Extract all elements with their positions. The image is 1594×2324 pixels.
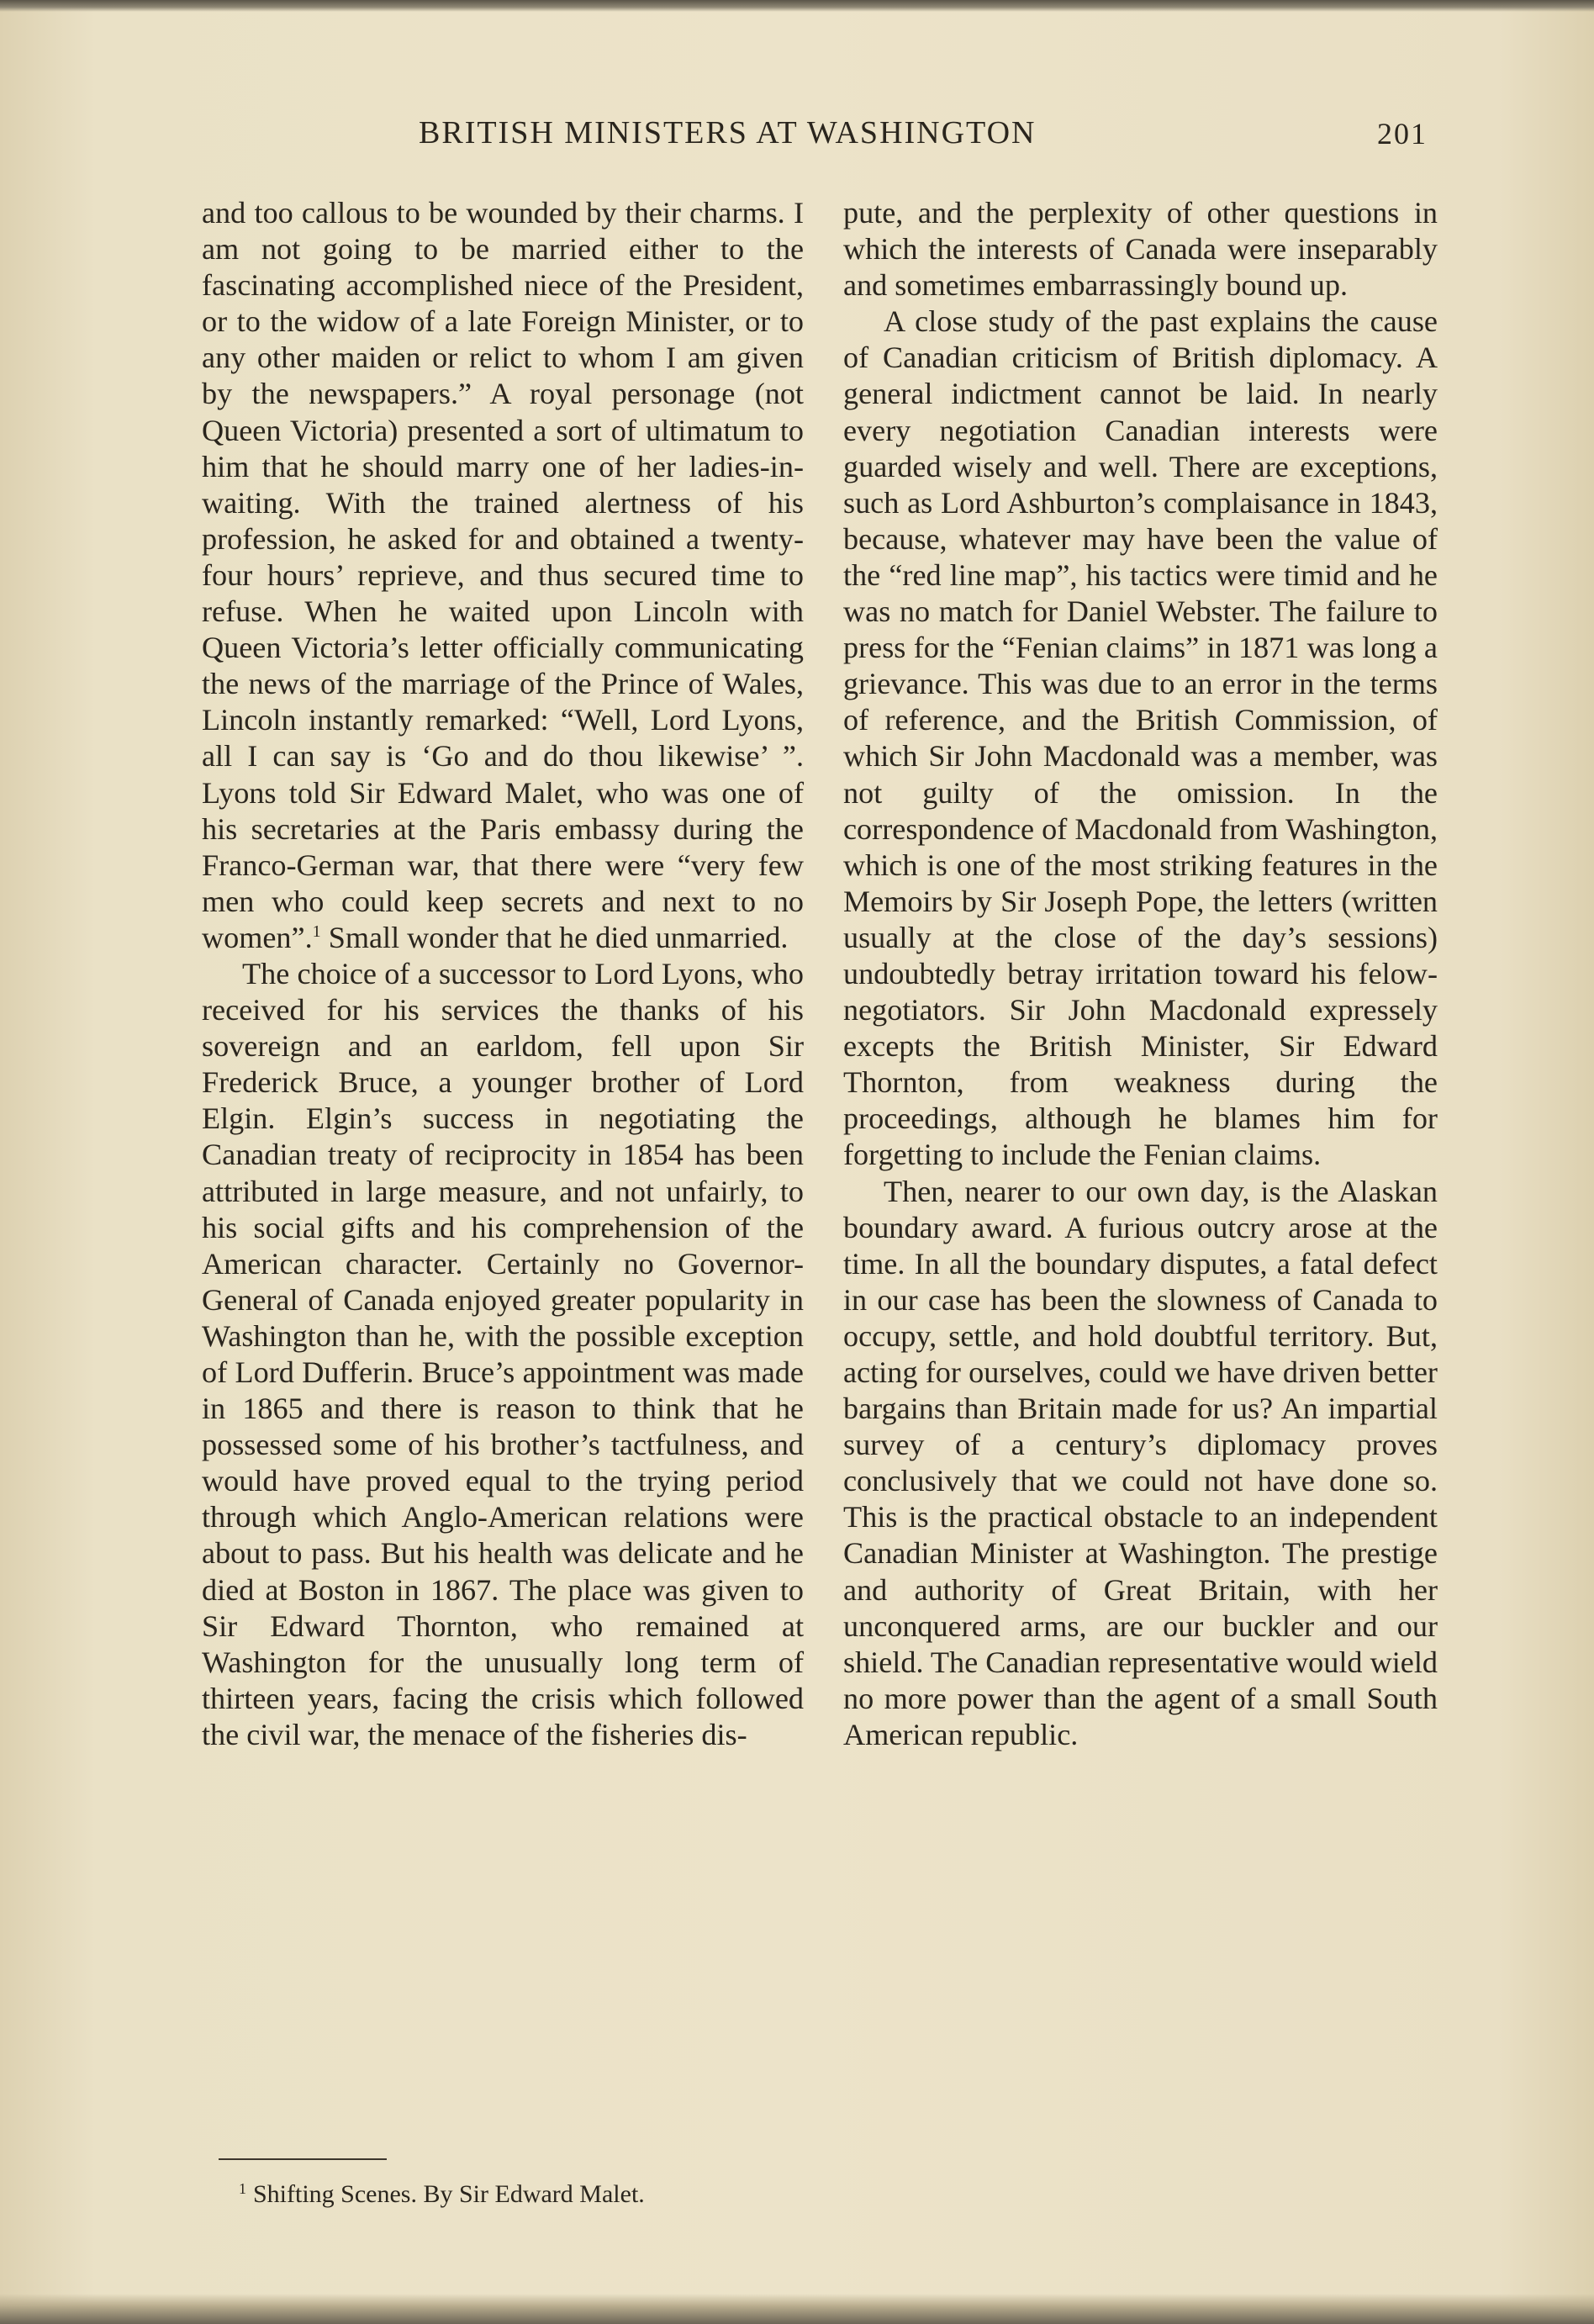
page-bottom-edge <box>0 2294 1594 2324</box>
footnote-marker: 1 <box>239 2180 246 2197</box>
footnote-rule <box>219 2158 387 2160</box>
right-column <box>843 195 1438 1753</box>
running-head <box>193 108 1436 158</box>
footnote-text: Shifting Scenes. By Sir Edward Malet. <box>253 2180 645 2208</box>
footnote <box>239 2173 810 2210</box>
footnote-reference: 1 <box>312 922 321 941</box>
paragraph: pute, and the perplexity of other questions in which the interests of Canada were inseparably and sometimes embarrassingly bound up. <box>843 196 1438 303</box>
paragraph-text: and too callous to be wounded by their charms. I am not going to be married either to the fascinating accomplished niece of the President, or to the widow of a late Foreign Minister, or to any other maiden or relict to whom I am given by the newspapers.” A royal personage (not Queen Victoria) presented a sort of ultimatum to him that he should marry one of her ladies-in-waiting. With the trained alertness of his profession, he asked for and obtained a twenty-four hours’ reprieve, and thus secured time to refuse. When he waited upon Lincoln with Queen Victoria’s letter officially communicating the news of the marriage of the Prince of Wales, Lincoln instantly remarked: “Well, Lord Lyons, all I can say is ‘Go and do thou likewise’ ”. Lyons told Sir Edward Malet, who was one of his secretaries at the Paris embassy during the Franco-German war, that there were “very few men who could keep secrets and next to no women”. <box>202 196 804 954</box>
paragraph-text: Small wonder that he died unmarried. <box>320 920 789 954</box>
paragraph: The choice of a successor to Lord Lyons, who received for his services the thanks of his sovereign and an earldom, fell upon Sir Frederick Bruce, a younger brother of Lord Elgin. Elgin’s success in negotiating the Canadian treaty of reciprocity in 1854 has been attributed in large measure, and not unfairly, to his social gifts and his comprehension of the American character. Certainly no Governor-General of Canada enjoyed greater popularity in Washington than he, with the possible exception of Lord Dufferin. Bruce’s appointment was made in 1865 and there is reason to think that he possessed some of his brother’s tactfulness, and would have proved equal to the trying period through which Anglo-American relations were about to pass. But his health was delicate and he died at Boston in 1867. The place was given to Sir Edward Thornton, who remained at Washington for the unusually long term of thirteen years, facing the crisis which followed the civil war, the menace of the fisheries dis- <box>202 956 804 1751</box>
left-column <box>202 195 804 1753</box>
running-title: BRITISH MINISTERS AT WASHINGTON <box>419 115 1037 151</box>
paragraph: A close study of the past explains the cause of Canadian criticism of British diplomacy. A general indictment cannot be laid. In nearly every negotiation Canadian interests were guarded wisely and well. There are exceptions, such as Lord Ashburton’s complaisance in 1843, because, whatever may have been the value of the “red line map”, his tactics were timid and he was no match for Daniel Webster. The failure to press for the “Fenian claims” in 1871 was long a grievance. This was due to an error in the terms of reference, and the British Commission, of which Sir John Macdonald was a member, was not guilty of the omission. In the correspondence of Macdonald from Washington, which is one of the most striking features in the Memoirs by Sir Joseph Pope, the letters (written usually at the close of the day’s sessions) undoubtedly betray irritation toward his felow-negotiators. Sir John Macdonald expressely excepts the British Minister, Sir Edward Thornton, from weakness during the proceedings, although he blames him for forgetting to include the Fenian claims. <box>843 304 1438 1172</box>
paragraph <box>202 195 804 956</box>
page-number: 201 <box>1377 117 1428 151</box>
paragraph: Then, nearer to our own day, is the Alaskan boundary award. A furious outcry arose at the time. In all the boundary disputes, a fatal defect in our case has been the slowness of Canada to occupy, settle, and hold doubtful territory. But, acting for ourselves, could we have driven better bargains than Britain made for us? An impartial survey of a century’s diplomacy proves conclusively that we could not have done so. This is the practical obstacle to an independent Canadian Minister at Washington. The prestige and authority of Great Britain, with her unconquered arms, are our buckler and our shield. The Canadian representative would wield no more power than the agent of a small South American republic. <box>843 1174 1438 1751</box>
page-top-edge <box>0 0 1594 12</box>
